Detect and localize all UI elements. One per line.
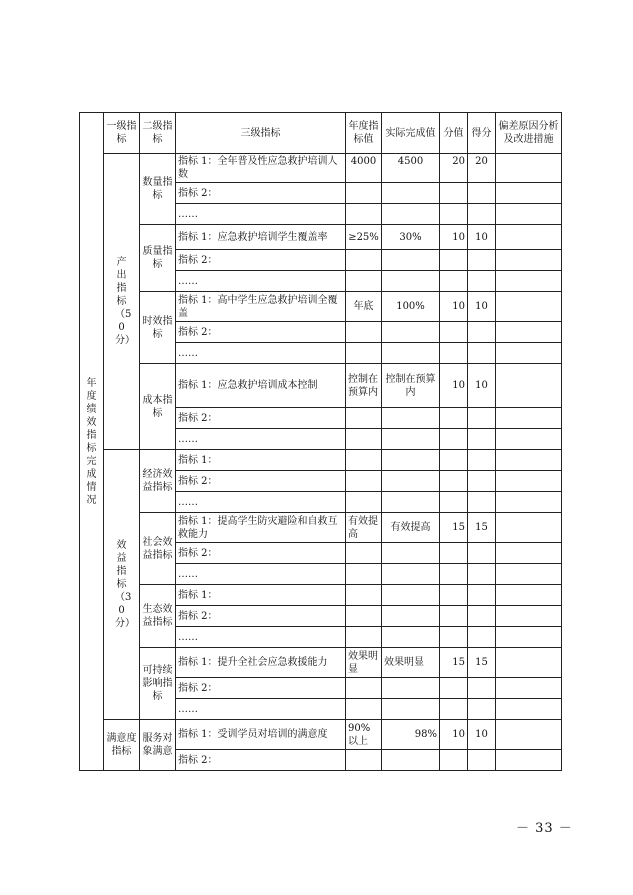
quality-target1: ≥25% bbox=[346, 225, 382, 250]
timeliness-score1: 10 bbox=[440, 292, 468, 322]
social-target1: 有效提高 bbox=[346, 513, 382, 543]
section-label: 年度绩效指标完成情况 bbox=[86, 377, 97, 506]
quality-actual1: 30% bbox=[382, 225, 440, 250]
sustainable-actual1: 效果明显 bbox=[382, 648, 440, 678]
timeliness-label: 时效指标 bbox=[140, 292, 176, 364]
quality-label: 质量指标 bbox=[140, 225, 176, 292]
table-row bbox=[80, 450, 562, 471]
sustainable-ind2: 指标 2： bbox=[176, 678, 346, 699]
social-score1: 15 bbox=[440, 513, 468, 543]
quantity-target1: 4000 bbox=[346, 154, 382, 183]
social-more: …… bbox=[176, 564, 346, 585]
cost-ind1: 指标 1：应急救护培训成本控制 bbox=[176, 364, 346, 408]
cost-score1: 10 bbox=[440, 364, 468, 408]
satisfaction-group-label: 满意度指标 bbox=[104, 720, 140, 771]
economic-label: 经济效益指标 bbox=[140, 450, 176, 513]
table-row bbox=[80, 292, 562, 322]
section-label-cell bbox=[80, 113, 104, 771]
table-row bbox=[80, 720, 562, 750]
header-reason: 偏差原因分析及改进措施 bbox=[496, 113, 562, 154]
header-score-got: 得分 bbox=[468, 113, 496, 154]
cost-ind2: 指标 2： bbox=[176, 408, 346, 429]
sustainable-more: …… bbox=[176, 699, 346, 720]
social-actual1: 有效提高 bbox=[382, 513, 440, 543]
service-score1: 10 bbox=[440, 720, 468, 750]
timeliness-ind1: 指标 1：高中学生应急救护培训全覆盖 bbox=[176, 292, 346, 322]
ecological-ind1: 指标 1： bbox=[176, 585, 346, 606]
table-row bbox=[80, 513, 562, 543]
table-row bbox=[80, 364, 562, 408]
timeliness-got1: 10 bbox=[468, 292, 496, 322]
ecological-more: …… bbox=[176, 627, 346, 648]
table-row bbox=[80, 225, 562, 250]
header-actual: 实际完成值 bbox=[382, 113, 440, 154]
economic-ind1: 指标 1： bbox=[176, 450, 346, 471]
cost-got1: 10 bbox=[468, 364, 496, 408]
quantity-more: …… bbox=[176, 204, 346, 225]
social-label: 社会效益指标 bbox=[140, 513, 176, 585]
quality-got1: 10 bbox=[468, 225, 496, 250]
header-row bbox=[80, 113, 562, 154]
quantity-reason1 bbox=[496, 154, 562, 183]
cost-more: …… bbox=[176, 429, 346, 450]
ecological-label: 生态效益指标 bbox=[140, 585, 176, 648]
sustainable-label: 可持续影响指标 bbox=[140, 648, 176, 720]
quantity-score1: 20 bbox=[440, 154, 468, 183]
quantity-ind2: 指标 2： bbox=[176, 183, 346, 204]
performance-indicator-table bbox=[79, 112, 562, 771]
social-got1: 15 bbox=[468, 513, 496, 543]
social-ind1: 指标 1：提高学生防灾避险和自救互救能力 bbox=[176, 513, 346, 543]
quantity-got1: 20 bbox=[468, 154, 496, 183]
table-row bbox=[80, 648, 562, 678]
service-actual1: 98% bbox=[382, 720, 440, 750]
quantity-ind1: 指标 1：全年普及性应急救护培训人数 bbox=[176, 154, 346, 183]
service-got1: 10 bbox=[468, 720, 496, 750]
quality-score1: 10 bbox=[440, 225, 468, 250]
timeliness-more: …… bbox=[176, 343, 346, 364]
output-group-label-cell bbox=[104, 154, 140, 450]
header-level2: 二级指标 bbox=[140, 113, 176, 154]
table-row bbox=[80, 585, 562, 606]
quantity-actual1: 4500 bbox=[382, 154, 440, 183]
sustainable-score1: 15 bbox=[440, 648, 468, 678]
economic-more: …… bbox=[176, 492, 346, 513]
service-label: 服务对象满意 bbox=[140, 720, 176, 771]
header-level1: 一级指标 bbox=[104, 113, 140, 154]
service-ind2: 指标 2： bbox=[176, 750, 346, 771]
cost-label: 成本指标 bbox=[140, 364, 176, 450]
header-score-value: 分值 bbox=[440, 113, 468, 154]
sustainable-ind1: 指标 1：提升全社会应急救援能力 bbox=[176, 648, 346, 678]
sustainable-got1: 15 bbox=[468, 648, 496, 678]
timeliness-actual1: 100% bbox=[382, 292, 440, 322]
economic-ind2: 指标 2： bbox=[176, 471, 346, 492]
output-group-label: 产出指标（50分） bbox=[115, 257, 135, 346]
service-target1: 90%以上 bbox=[346, 720, 382, 750]
cost-actual1: 控制在预算内 bbox=[382, 364, 440, 408]
quantity-label: 数量指标 bbox=[140, 154, 176, 225]
timeliness-target1: 年底 bbox=[346, 292, 382, 322]
sustainable-target1: 效果明显 bbox=[346, 648, 382, 678]
social-ind2: 指标 2： bbox=[176, 543, 346, 564]
header-level3: 三级指标 bbox=[176, 113, 346, 154]
quality-more: …… bbox=[176, 271, 346, 292]
quality-ind2: 指标 2： bbox=[176, 250, 346, 271]
header-annual-target: 年度指标值 bbox=[346, 113, 382, 154]
timeliness-ind2: 指标 2： bbox=[176, 322, 346, 343]
page-number: － 33 － bbox=[516, 821, 573, 836]
benefit-group-label-cell bbox=[104, 450, 140, 720]
benefit-group-label: 效益指标（30分） bbox=[115, 540, 135, 629]
ecological-ind2: 指标 2： bbox=[176, 606, 346, 627]
table-row bbox=[80, 154, 562, 183]
service-ind1: 指标 1：受训学员对培训的满意度 bbox=[176, 720, 346, 750]
cost-target1: 控制在预算内 bbox=[346, 364, 382, 408]
quality-ind1: 指标 1：应急救护培训学生覆盖率 bbox=[176, 225, 346, 250]
